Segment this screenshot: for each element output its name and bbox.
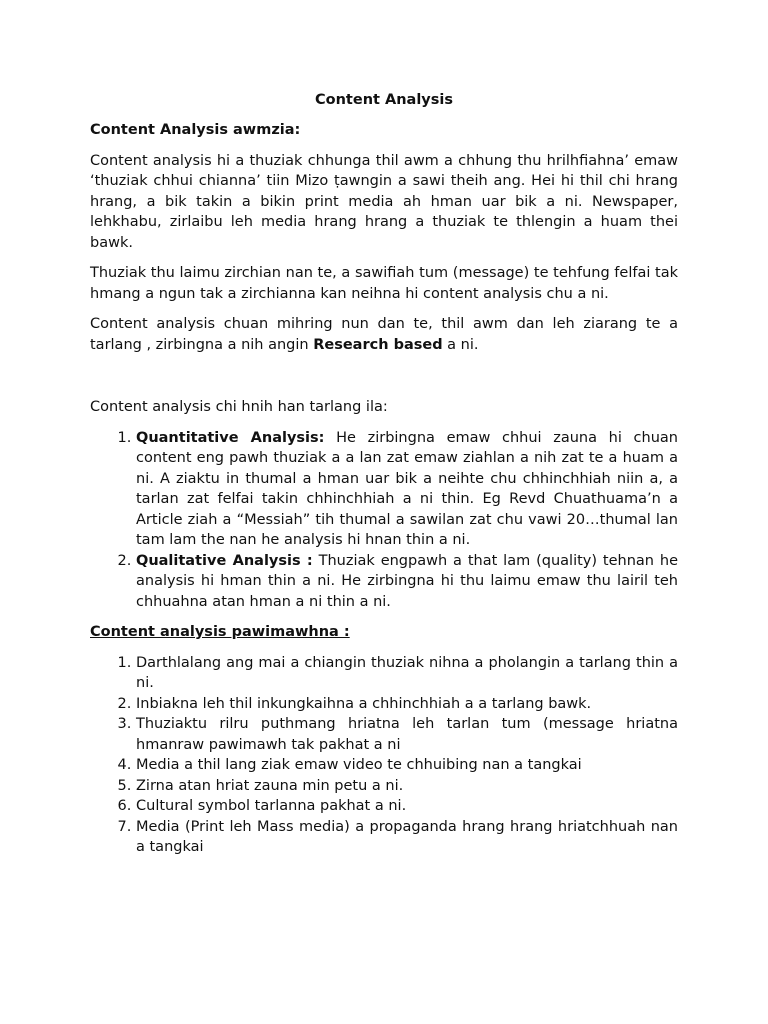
- blank-line: [90, 365, 678, 397]
- section-heading-awmzia: Content Analysis awmzia:: [90, 122, 301, 138]
- list-item: 6. Cultural symbol tarlanna pakhat a ni.: [136, 796, 678, 817]
- paragraph-definition: Content analysis hi a thuziak chhunga thil awm a chhung thu hrilhfiahna’ emaw ‘thuziak chhui chianna’ tiin Mizo ṭawngin a sawi theih ang. Hei hi thil chi hrang hrang, a bik takin a bikin print media ah hman uar bik a ni. Newspaper, lehkhabu, zirlaibu leh media hrang hrang a thuziak te thlengin a huam thei bawk.: [90, 152, 678, 251]
- list-item: 5. Zirna atan hriat zauna min petu a ni.: [136, 776, 678, 797]
- list-item-label: Quantitative Analysis:: [136, 429, 325, 446]
- analysis-types-list: [90, 428, 678, 613]
- list-item: 2. Inbiakna leh thil inkungkaihna a chhinchhiah a a tarlang bawk.: [136, 694, 678, 715]
- list-item: 3. Thuziaktu rilru puthmang hriatna leh tarlan tum (message hriatna hmanraw pawimawh tak pakhat a ni: [136, 714, 678, 755]
- paragraph-research-text: Content analysis chuan mihring nun dan te, thil awm dan leh ziarang te a tarlang , zirbingna a nih angin: [90, 316, 678, 353]
- list-item-label: Qualitative Analysis :: [136, 552, 313, 569]
- paragraph-research: [90, 314, 678, 355]
- document-page: [90, 90, 678, 868]
- section-heading-pawimawhna: Content analysis pawimawhna :: [90, 624, 350, 640]
- importance-list: [90, 653, 678, 858]
- list-item: 1. Darthlalang ang mai a chiangin thuziak nihna a pholangin a tarlang thin a ni.: [136, 653, 678, 694]
- list-item-quantitative: [136, 428, 678, 551]
- paragraph-research-end: a ni.: [442, 336, 479, 353]
- document-title: Content Analysis: [315, 92, 453, 108]
- list-item-qualitative: [136, 551, 678, 613]
- list-item: 7. Media (Print leh Mass media) a propaganda hrang hrang hriatchhuah nan a tangkai: [136, 817, 678, 858]
- research-based-bold: Research based: [313, 336, 443, 353]
- list-item-text: Thuziak engpawh a that lam (quality) tehnan he analysis hi hman thin a ni. He zirbingna hi thu laimu emaw thu lairil teh chhuahna atan hman a ni thin a ni.: [136, 552, 678, 610]
- list-item: 4. Media a thil lang ziak emaw video te chhuibing nan a tangkai: [136, 755, 678, 776]
- list-item-text: He zirbingna emaw chhui zauna hi chuan content eng pawh thuziak a a lan zat emaw ziahlan a nih zat te a huam a ni. A ziaktu in thumal a hman uar bik a neihte chu chhinchhiah niin a, a tarlan zat felfai takin chhinchhiah a ni thin. Eg Revd Chuathuama’n a Article ziah a “Messiah” tih thumal a sawilan zat chu vawi 20…thumal lan tam lam the nan he analysis hi hnan thin a ni.: [136, 429, 678, 548]
- paragraph-purpose: Thuziak thu laimu zirchian nan te, a sawifiah tum (message) te tehfung felfai tak hmang a ngun tak a zirchianna kan neihna hi content analysis chu a ni.: [90, 265, 678, 302]
- paragraph-types-intro: Content analysis chi hnih han tarlang ila:: [90, 399, 388, 415]
